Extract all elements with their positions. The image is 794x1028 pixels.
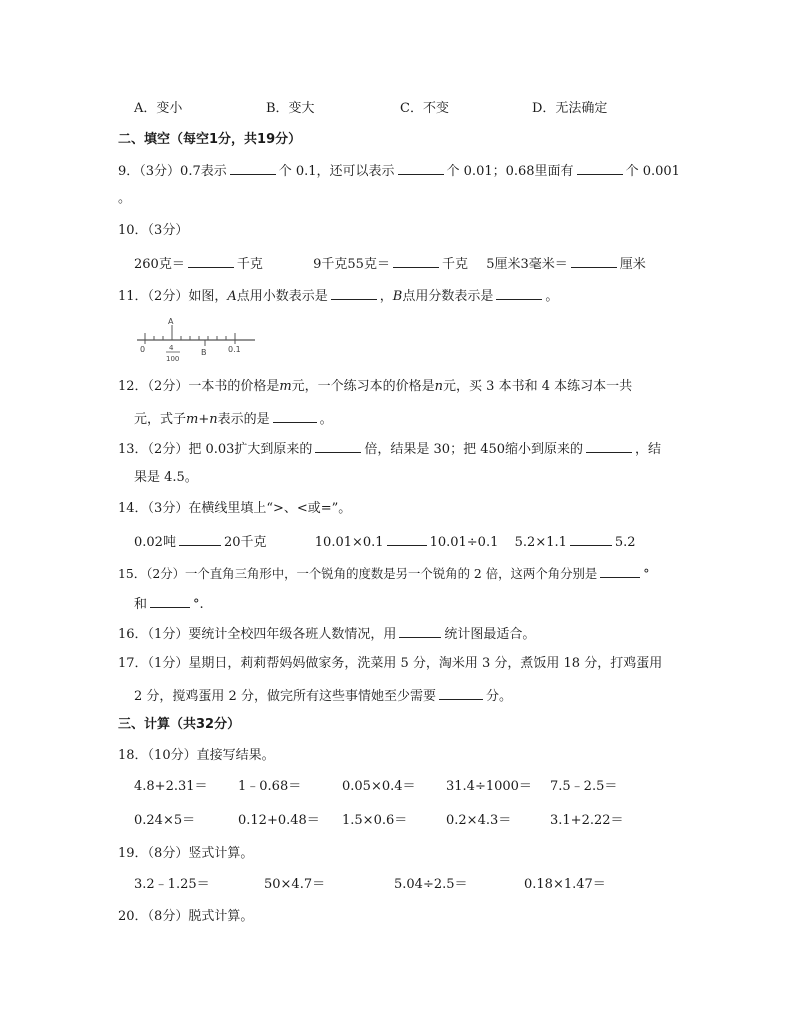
question-12: 12．（2分）一本书的价格是m元，一个练习本的价格是n元，买 3 本书和 4 本练习本一共: [118, 379, 633, 394]
question-17-cont: 2 分，搅鸡蛋用 2 分，做完所有这些事情她至少需要 分。: [134, 686, 512, 706]
q18-item: 0.12+0.48＝: [238, 813, 320, 828]
blank[interactable]: [273, 409, 317, 423]
option-c: C．不变: [400, 101, 449, 116]
question-14-items: 0.02吨 20千克 10.01×0.1 10.01÷0.1 5.2×1.1 5.2: [134, 532, 636, 552]
q18-item: 0.2×4.3＝: [446, 813, 512, 828]
question-11: 11．（2分）如图，A点用小数表示是 ，B点用分数表示是 。: [118, 286, 558, 306]
blank[interactable]: [439, 686, 483, 700]
section-2-title: 二、填空（每空1分，共19分）: [118, 132, 302, 147]
blank[interactable]: [398, 161, 444, 175]
blank[interactable]: [600, 564, 640, 578]
blank[interactable]: [179, 532, 221, 546]
q19-item: 0.18×1.47＝: [524, 877, 606, 892]
label-0: 0: [140, 345, 146, 354]
question-15-cont: 和 °.: [134, 594, 204, 614]
blank[interactable]: [387, 532, 427, 546]
question-9: 9．（3分）0.7表示 个 0.1，还可以表示 个 0.01；0.68里面有 个 0.001: [118, 161, 680, 181]
q18-item: 31.4÷1000＝: [446, 779, 532, 794]
blank[interactable]: [586, 439, 632, 453]
q18-item: 0.24×5＝: [134, 813, 196, 828]
number-line-figure: [135, 316, 259, 366]
section-3-title: 三、计算（共32分）: [118, 717, 241, 732]
question-9-end: 。: [118, 191, 132, 206]
blank[interactable]: [230, 161, 276, 175]
blank[interactable]: [577, 161, 623, 175]
question-13-cont: 果是 4.5。: [134, 470, 198, 485]
question-20-head: 20．（8分）脱式计算。: [118, 909, 254, 924]
q19-item: 3.2﹣1.25＝: [134, 877, 210, 892]
question-17: 17．（1分）星期日，莉莉帮妈妈做家务，洗菜用 5 分，淘米用 3 分，煮饭用 18 分，打鸡蛋用: [118, 656, 663, 671]
frac-numerator: 4: [169, 344, 174, 352]
label-a: A: [168, 317, 174, 326]
blank[interactable]: [399, 624, 441, 638]
blank[interactable]: [188, 254, 234, 268]
question-16: 16．（1分）要统计全校四年级各班人数情况，用 统计图最适合。: [118, 624, 535, 644]
question-15: 15．（2分）一个直角三角形中，一个锐角的度数是另一个锐角的 2 倍，这两个角分别是 °: [118, 566, 650, 581]
question-13: 13．（2分）把 0.03扩大到原来的 倍，结果是 30；把 450缩小到原来的 ，结: [118, 439, 661, 459]
q19-item: 5.04÷2.5＝: [394, 877, 468, 892]
blank[interactable]: [393, 254, 439, 268]
option-b: B．变大: [266, 101, 315, 116]
question-19-head: 19．（8分）竖式计算。: [118, 846, 254, 861]
q19-item: 50×4.7＝: [264, 877, 326, 892]
label-0-1: 0.1: [228, 345, 241, 354]
q18-item: 4.8+2.31＝: [134, 779, 208, 794]
frac-denominator: 100: [166, 355, 180, 363]
option-a: A．变小: [134, 101, 183, 116]
blank[interactable]: [150, 594, 190, 608]
question-10-items: 260克＝ 千克 9千克55克＝ 千克 5厘米3毫米＝ 厘米: [134, 254, 646, 274]
question-14-head: 14．（3分）在横线里填上“>、<或=”。: [118, 501, 352, 516]
q18-item: 7.5﹣2.5＝: [550, 779, 618, 794]
blank[interactable]: [496, 286, 542, 300]
q18-item: 1﹣0.68＝: [238, 779, 302, 794]
blank[interactable]: [331, 286, 377, 300]
blank[interactable]: [571, 254, 617, 268]
q18-item: 1.5×0.6＝: [342, 813, 408, 828]
blank[interactable]: [315, 439, 361, 453]
q18-item: 0.05×0.4＝: [342, 779, 416, 794]
label-b: B: [201, 348, 207, 357]
option-d: D．无法确定: [532, 101, 608, 116]
question-12-cont: 元，式子m+n表示的是 。: [134, 409, 333, 429]
blank[interactable]: [570, 532, 612, 546]
question-10-head: 10．（3分）: [118, 223, 189, 238]
question-18-head: 18．（10分）直接写结果。: [118, 748, 275, 763]
q18-item: 3.1+2.22＝: [550, 813, 624, 828]
